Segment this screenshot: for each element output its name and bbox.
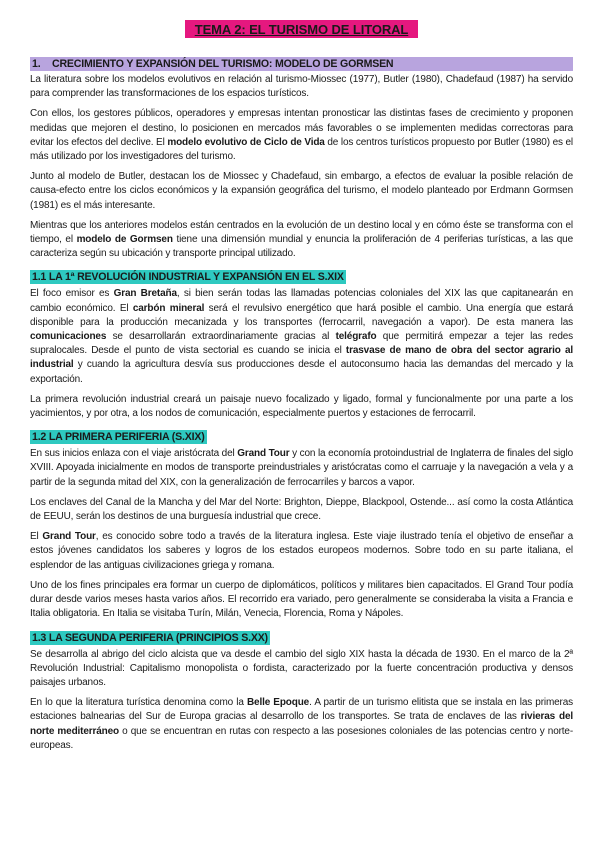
text-run: , es conocido sobre todo a través de la literatura inglesa. Este viaje ilustrado tenía el objetivo de enseñar a estos jóvenes candidatos los saberes y logros de los estados europeos modernos. Sobre todo en su parte italiana, el esplendor de las antiguas civilizaciones griega y romana.	[30, 531, 573, 571]
text-run: se desarrollarán extraordinariamente gracias al	[106, 331, 336, 343]
bold-term: Gran Bretaña	[113, 288, 177, 300]
bold-term: Belle Epoque	[246, 697, 310, 709]
text-run: El foco emisor es	[30, 288, 114, 300]
section-1-2-heading: 1.2 LA PRIMERA PERIFERIA (S.XIX)	[32, 431, 205, 444]
section-1-number: 1.	[32, 58, 41, 70]
section-1-3-paragraph-2	[30, 696, 573, 753]
bold-term: comunicaciones	[30, 331, 107, 343]
bold-term: trasvase de mano de obra del sector agrario al industrial	[30, 345, 573, 371]
bold-term: modelo de Gormsen	[76, 234, 173, 246]
bold-term: rivieras del norte mediterráneo	[30, 711, 573, 737]
section-1-2-paragraph-4: Uno de los fines principales era formar un cuerpo de diplomáticos, políticos y militares bien capacitados. El Grand Tour podía durar desde varios meses hasta varios años. El recorrido era variado, pero generalmente se consideraba la visita a Francia e Italia obligatoria. En Italia se visitaba Turín, Milán, Venecia, Florencia, Roma y Nápoles.	[30, 579, 573, 620]
section-1-2-paragraph-1	[30, 447, 573, 490]
text-run: tiene una dimensión mundial y enuncia la proliferación de 4 periferias turísticas, a las que caracteriza según su ubicación y transporte principal utilizado.	[30, 234, 573, 260]
bold-term: Grand Tour	[237, 448, 290, 460]
section-1-1-heading-box	[30, 267, 573, 285]
section-1-paragraph-4	[30, 219, 573, 262]
section-1-3-heading: 1.3 LA SEGUNDA PERIFERIA (PRINCIPIOS S.XX)	[32, 631, 268, 644]
section-1-2-paragraph-3	[30, 530, 573, 573]
text-run: y cuando la agricultura desvía sus producciones desde el autoconsumo hacia las demandas del mercado y la exportación.	[30, 359, 573, 385]
text-run: , si bien serán todas las llamadas potencias coloniales del XIX las que capitanearán en cambio económico. El	[30, 288, 573, 314]
section-1-2-heading-box	[30, 427, 573, 445]
document-title: TEMA 2: EL TURISMO DE LITORAL	[185, 20, 419, 38]
title-wrap	[30, 20, 573, 39]
section-1-paragraph-1: La literatura sobre los modelos evolutivos en relación al turismo-Miossec (1977), Butler (1980), Chadefaud (1987) ha servido para comprender las transformaciones de los espacios turísticos.	[30, 74, 573, 100]
text-run: En sus inicios enlaza con el viaje aristócrata del	[30, 448, 238, 460]
section-1-2-paragraph-2: Los enclaves del Canal de la Mancha y del Mar del Norte: Brighton, Dieppe, Blackpool, Ostende... así como la costa Atlántica de EEUU, serán los destinos de una burguesía industrial que crece.	[30, 496, 573, 523]
section-1-3-heading-box	[30, 628, 573, 646]
document-page	[30, 20, 573, 759]
section-1-3-paragraph-1: Se desarrolla al abrigo del ciclo alcista que va desde el cambio del siglo XIX hasta la década de 1930. En el marco de la 2ª Revolución Industrial: Capitalismo monopolista o fordista, caracterizado por la fuerte concentración productiva y densos paisajes urbanos.	[30, 648, 573, 688]
text-run: Mientras que los anteriores modelos están centrados en la evolución de un destino local y en cómo éste se transforma con el tiempo, el	[30, 219, 573, 246]
bold-term: modelo evolutivo de Ciclo de Vida	[167, 136, 325, 148]
text-run: En lo que la literatura turística denomina como la	[30, 697, 247, 709]
text-run: . A partir de un turismo elitista que se instala en las primeras estaciones balnearias del Sur de Europa gracias al desarrollo de los transportes. Se trata de enclaves de las	[30, 697, 573, 723]
section-1-1-paragraph-1	[30, 287, 573, 386]
section-1-paragraph-2	[30, 107, 573, 164]
section-1-1-heading: 1.1 LA 1ª REVOLUCIÓN INDUSTRIAL Y EXPANSIÓN EN EL S.XIX	[32, 271, 344, 284]
section-1-heading-text: CRECIMIENTO Y EXPANSIÓN DEL TURISMO: MODELO DE GORMSEN	[52, 58, 394, 70]
bold-term: Grand Tour	[42, 531, 96, 543]
text-run: será el revulsivo energético que hará posible el cambio. Una energía que estará disponible para la producción mecanizada y los transportes (ferrocarril, navegación a vapor). De esta manera las	[30, 302, 574, 328]
bold-term: telégrafo	[335, 331, 377, 343]
section-1-heading	[30, 57, 573, 71]
text-run: Con ellos, los gestores públicos, operadores y empresas intentan pronosticar las distintas fases de crecimiento y proponen medidas que mejoren el destino, lo posicionen en mercados más favorables o se implementen medidas correctoras para evitar los efectos del declive. El	[30, 108, 573, 148]
text-run: que permitirá empezar a tejer las redes supralocales. Desde el punto de vista sectorial es cuando se inicia el	[30, 331, 574, 357]
text-run: El	[30, 531, 43, 543]
text-run: de los centros turísticos propuesto por Butler (1980) es el más utilizado por los investigadores del turismo.	[30, 136, 573, 163]
text-run: y con la economía protoindustrial de Inglaterra de finales del siglo XVIII. Apoyada inicialmente en modos de transporte preindustriales y aristócratas como el carruaje y la navegación a vela y a partir de la segunda mitad del XIX, con la generalización de ferrocarriles y barcos a vapor.	[30, 448, 574, 488]
section-1-1-paragraph-2: La primera revolución industrial creará un paisaje nuevo focalizado y ligado, formal y funcionalmente por una parte a los yacimientos, y por otra, a los nodos de comunicación, especialmente puertos y estaciones de ferrocarril.	[30, 393, 573, 420]
bold-term: carbón mineral	[132, 302, 205, 314]
text-run: o que se encuentran en rutas con respecto a las posesiones coloniales de las potencias centro y norte-europeas.	[30, 725, 574, 751]
section-1-paragraph-3: Junto al modelo de Butler, destacan los de Miossec y Chadefaud, sin embargo, a efectos de evaluar la posible relación de causa-efecto entre los ciclos económicos y la expansión geográfica del turismo, el modelo planteado por Erdmann Gormsen (1981) es el más interesante.	[30, 171, 573, 211]
